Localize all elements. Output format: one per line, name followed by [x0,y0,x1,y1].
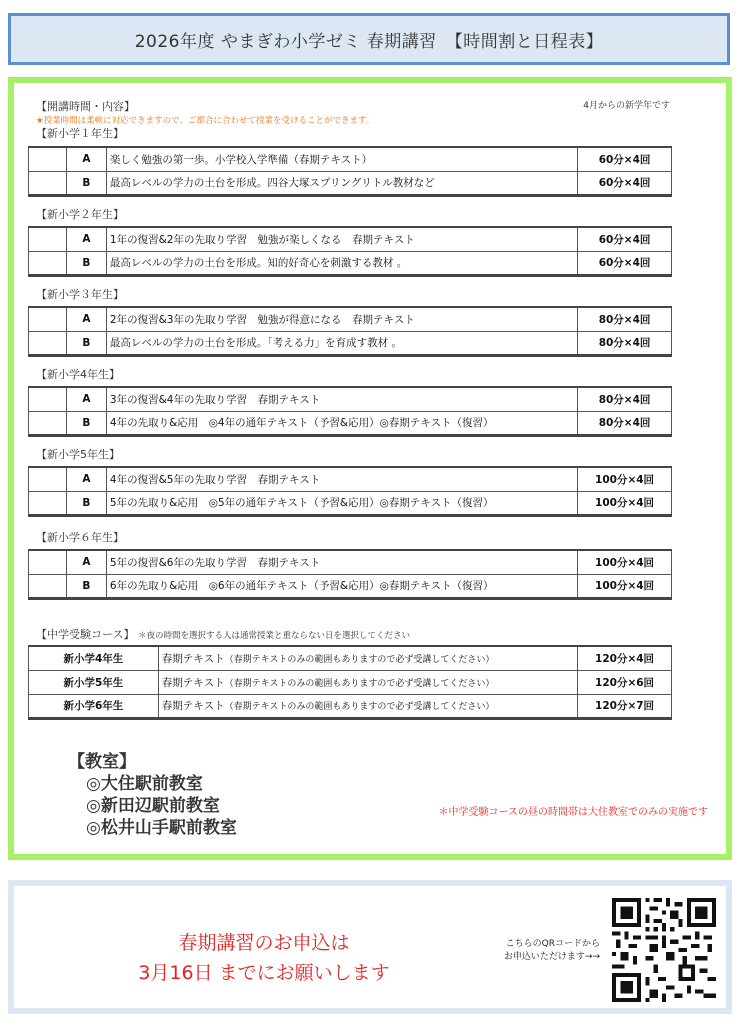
table-row [29,307,672,331]
table-row [29,550,672,574]
table-row [29,387,672,411]
class-cell: A [66,227,106,251]
time-cell: 60分×4回 [578,251,672,275]
exam-course-label [36,626,410,642]
exam-subtext: （春期テキストのみの範囲もありますので必ず受講してください） [224,654,495,665]
class-cell: B [66,331,106,355]
table-row [29,670,672,694]
content-cell: 楽しく勉強の第一歩。小学校入学準備（春期テキスト） [106,147,577,171]
grade-2-label: 【新小学２年生】 [36,208,124,221]
apply-line-2: 3月16日 までにお願いします [138,962,390,984]
class-cell: A [66,550,106,574]
table-row [29,694,672,718]
table-row [29,574,672,598]
time-cell: 100分×4回 [578,467,672,491]
grade-4-label: 【新小学4年生】 [36,368,120,381]
table-row [29,491,672,515]
class-cell: B [66,411,106,435]
time-cell: 80分×4回 [578,331,672,355]
grade-2-table [28,226,672,277]
time-cell: 100分×4回 [578,491,672,515]
application-panel [8,880,732,1014]
classroom-header: 【教室】 [68,752,136,772]
grade-5-label: 【新小学5年生】 [36,448,120,461]
application-deadline [54,928,474,988]
time-cell: 80分×4回 [578,387,672,411]
qr-instructions [504,938,600,964]
classroom-shintanabe: ◎新田辺駅前教室 [86,796,220,816]
content-cell: 4年の復習&5年の先取り学習 春期テキスト [106,467,577,491]
table-row [29,147,672,171]
grade-6-table [28,549,672,600]
time-cell: 60分×4回 [578,147,672,171]
qr-code-icon[interactable] [612,898,716,1002]
time-cell: 120分×6回 [578,670,672,694]
content-cell: 4年の先取り&応用 ◎4年の通年テキスト（予習&応用）◎春期テキスト（復習） [106,411,577,435]
class-cell: B [66,574,106,598]
info-header: 【開講時間・内容】 [36,100,135,113]
class-cell: B [66,251,106,275]
table-row [29,411,672,435]
exam-subtext: （春期テキストのみの範囲もありますので必ず受講してください） [224,678,495,689]
class-cell: A [66,387,106,411]
exam-daytime-note: ＊中学受験コースの昼の時間帯は大住教室でのみの実施です [438,807,708,818]
exam-grade-cell: 新小学4年生 [29,646,159,670]
grade-5-table [28,466,672,517]
time-cell: 80分×4回 [578,307,672,331]
time-cell: 100分×4回 [578,550,672,574]
class-cell: A [66,307,106,331]
grade-1-label: 【新小学１年生】 [36,127,124,140]
time-cell: 100分×4回 [578,574,672,598]
grade-6-label: 【新小学６年生】 [36,531,124,544]
info-note: ★授業時間は柔軟に対応できますので、ご都合に合わせて授業を受けることができます。 [36,116,375,126]
class-cell: B [66,171,106,195]
qr-text-line-2: お申込いただけます→→ [503,952,600,962]
new-grade-note: 4月からの新学年です [583,101,670,111]
exam-content-cell [158,670,577,694]
class-cell: A [66,147,106,171]
table-row [29,646,672,670]
time-cell: 60分×4回 [578,227,672,251]
page-title: 2026年度 やまぎわ小学ゼミ 春期講習 【時間割と日程表】 [8,13,730,65]
content-cell: 2年の復習&3年の先取り学習 勉強が得意になる 春期テキスト [106,307,577,331]
table-row [29,467,672,491]
grade-1-table [28,146,672,197]
content-cell: 3年の復習&4年の先取り学習 春期テキスト [106,387,577,411]
table-row [29,251,672,275]
exam-course-note: ＊夜の時間を選択する人は通常授業と重ならない日を選択してください [137,631,410,641]
grade-3-table [28,306,672,357]
timetable-panel [8,77,732,860]
qr-text-line-1: こちらのQRコードから [505,939,600,949]
content-cell: 最高レベルの学力の土台を形成。「考える力」を育成す教材 。 [106,331,577,355]
time-cell: 120分×4回 [578,646,672,670]
exam-text: 春期テキスト [161,652,225,665]
time-cell: 80分×4回 [578,411,672,435]
exam-grade-cell: 新小学6年生 [29,694,159,718]
exam-text: 春期テキスト [161,700,225,712]
exam-content-cell [158,694,577,718]
exam-text: 春期テキスト [161,676,225,689]
content-cell: 6年の先取り&応用 ◎6年の通年テキスト（予習&応用）◎春期テキスト（復習） [106,574,577,598]
content-cell: 最高レベルの学力の土台を形成。知的好奇心を刺激する教材 。 [106,251,577,275]
table-row [29,171,672,195]
exam-grade-cell: 新小学5年生 [29,670,159,694]
content-cell: 最高レベルの学力の土台を形成。四谷大塚スプリングリトル教材など [106,171,577,195]
grade-3-label: 【新小学３年生】 [36,288,124,301]
exam-course-table [28,645,672,720]
time-cell: 120分×7回 [578,694,672,718]
exam-content-cell [158,646,577,670]
table-row [29,227,672,251]
grade-4-table [28,386,672,437]
content-cell: 1年の復習&2年の先取り学習 勉強が楽しくなる 春期テキスト [106,227,577,251]
class-cell: A [66,467,106,491]
classroom-list [68,751,237,839]
classroom-osumi: ◎大住駅前教室 [86,774,203,794]
content-cell: 5年の先取り&応用 ◎5年の通年テキスト（予習&応用）◎春期テキスト（復習） [106,491,577,515]
content-cell: 5年の復習&6年の先取り学習 春期テキスト [106,550,577,574]
time-cell: 60分×4回 [578,171,672,195]
apply-line-1: 春期講習のお申込は [178,932,350,954]
class-cell: B [66,491,106,515]
table-row [29,331,672,355]
exam-subtext: （春期テキストのみの範囲もありますので必ず受講してください） [224,702,495,712]
exam-course-title: 【中学受験コース】 [36,628,135,641]
classroom-matsuiyamate: ◎松井山手駅前教室 [86,818,237,838]
